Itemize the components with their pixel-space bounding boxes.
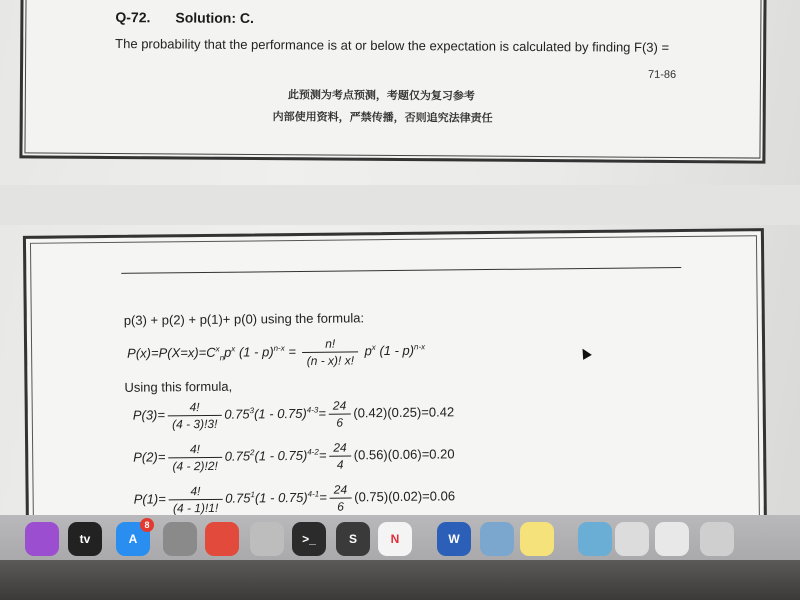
formula-fraction — [302, 335, 358, 369]
dock-icon-label: A — [128, 532, 138, 546]
equation-frac-den: (4 - 3)!3! — [168, 415, 222, 433]
folder-icon[interactable] — [578, 522, 612, 556]
dock-icon-label: >_ — [302, 532, 316, 546]
binomial-formula: $P(x)=P(X=x)=C^x_np^x$ (1 - p)$^{n-x}$ = $\frac{n!}{(n - x)! x!}$ $p^x$ (1 - p)$^{n-x}$ — [127, 336, 426, 368]
equation-frac2-num: 24 — [333, 440, 347, 455]
word-icon[interactable] — [437, 522, 471, 556]
notice-line-2: 内部使用资料，严禁传播，否则追究法律责任 — [272, 111, 493, 125]
equation-lhs: P(1)= — [133, 491, 166, 507]
equation-fraction-2 — [330, 481, 352, 514]
formula-tail: (1 - p) — [379, 342, 415, 359]
equation-frac-den: (4 - 2)!2! — [168, 457, 222, 475]
equation-tail: (1 - 0.75) — [254, 447, 308, 464]
dock-icon-label: N — [390, 532, 400, 546]
equation-row: P(2)= $\frac{4!}{(4 - 2)!2!}$ 0.75$^2$(1 - 0.75)$^{4-2}$= $\frac{24}{4}$ (0.56)(0.06)=0.20 — [133, 440, 455, 474]
equation-frac-num: 4! — [189, 400, 200, 415]
equation-result: (0.42)(0.25)=0.42 — [353, 404, 455, 421]
dock-icon-label: S — [348, 532, 357, 546]
equation-frac2-den: 6 — [329, 413, 351, 430]
downloads-icon[interactable] — [655, 522, 689, 556]
equation-exp: 1 — [250, 490, 255, 500]
formula-frac-den: (n - x)! x! — [303, 351, 359, 369]
equation-tail: (1 - 0.75) — [254, 489, 308, 506]
equation-lhs: P(2)= — [133, 449, 166, 465]
solution-label: Solution: C. — [175, 9, 255, 27]
equation-frac-den: (4 - 1)!1! — [169, 499, 223, 517]
equation-result: (0.75)(0.02)=0.06 — [354, 488, 456, 505]
sublime-icon[interactable] — [336, 522, 370, 556]
equation-frac2-num: 24 — [333, 482, 348, 497]
equation-base: 0.75 — [225, 490, 251, 506]
equation-lhs: P(3)= — [132, 407, 166, 423]
formula-equals: = — [288, 343, 297, 360]
question-number: Q-72. — [115, 9, 151, 26]
notification-badge: 8 — [140, 518, 154, 532]
formula-tail-p: p — [364, 343, 372, 359]
equation-row: P(3)= $\frac{4!}{(4 - 3)!3!}$ 0.75$^3$(1 - 0.75)$^{4-3}$= $\frac{24}{6}$ (0.42)(0.25)=0.42 — [132, 398, 455, 432]
preview-icon[interactable] — [480, 522, 514, 556]
equation-row: P(1)= $\frac{4!}{(4 - 1)!1!}$ 0.75$^1$(1 - 0.75)$^{4-1}$= $\frac{24}{6}$ (0.75)(0.02)=0.06 — [133, 482, 456, 516]
equation-exp: 2 — [249, 448, 255, 458]
equation-fraction — [168, 399, 222, 433]
equation-result: (0.56)(0.06)=0.20 — [353, 446, 455, 463]
app-store-icon[interactable] — [116, 522, 150, 556]
equation-tail-exp: 4-3 — [306, 405, 319, 415]
dock-icon-label: W — [448, 532, 460, 546]
equation-tail-exp: 4-1 — [307, 489, 320, 499]
equation-fraction-2 — [329, 439, 351, 472]
equation-frac-num: 4! — [189, 442, 201, 457]
equation-base: 0.75 — [224, 448, 251, 464]
equation-tail-exp: 4-2 — [307, 447, 319, 457]
equation-frac-num: 4! — [190, 484, 201, 499]
equation-fraction-2 — [329, 397, 351, 430]
formula-left: P(x)=P(X=x)=C — [127, 344, 216, 361]
equation-frac2-den: 4 — [329, 455, 351, 472]
system-preferences-icon[interactable] — [163, 522, 197, 556]
formula-intro: p(3) + p(2) + p(1)+ p(0) using the formula: — [123, 310, 365, 328]
formula-frac-num: n! — [325, 336, 336, 351]
dock-icon-label: tv — [79, 532, 91, 546]
using-text: Using this formula, — [124, 378, 233, 395]
page-gap — [0, 185, 800, 225]
monitor-bezel — [0, 560, 800, 600]
blocked-app-icon[interactable] — [250, 522, 284, 556]
equation-tail: (1 - 0.75) — [253, 405, 307, 422]
question-text: The probability that the performance is at or below the expectation is calculated by finding F(3) = — [115, 36, 670, 55]
equation-frac2-num: 24 — [332, 398, 347, 413]
notice-line-1: 此预测为考点预测，考题仅为复习参考 — [287, 89, 475, 103]
horizontal-rule — [121, 267, 681, 274]
equation-exp: 3 — [249, 406, 255, 416]
equation-fraction — [169, 483, 223, 517]
notes-icon[interactable] — [520, 522, 554, 556]
news-icon[interactable] — [378, 522, 412, 556]
formula-p: p — [223, 344, 232, 360]
equation-fraction — [168, 441, 222, 475]
trash-icon[interactable] — [700, 522, 734, 556]
document-page-top — [19, 0, 766, 164]
podcasts-icon[interactable] — [25, 522, 59, 556]
chrome-icon[interactable] — [205, 522, 239, 556]
equation-base: 0.75 — [224, 406, 250, 422]
formula-rest: (1 - p) — [238, 344, 274, 360]
apple-tv-icon[interactable] — [68, 522, 102, 556]
document-stack-icon[interactable] — [615, 522, 649, 556]
terminal-icon[interactable] — [292, 522, 326, 556]
page-code: 71-86 — [647, 68, 677, 81]
equation-frac2-den: 6 — [330, 497, 352, 514]
